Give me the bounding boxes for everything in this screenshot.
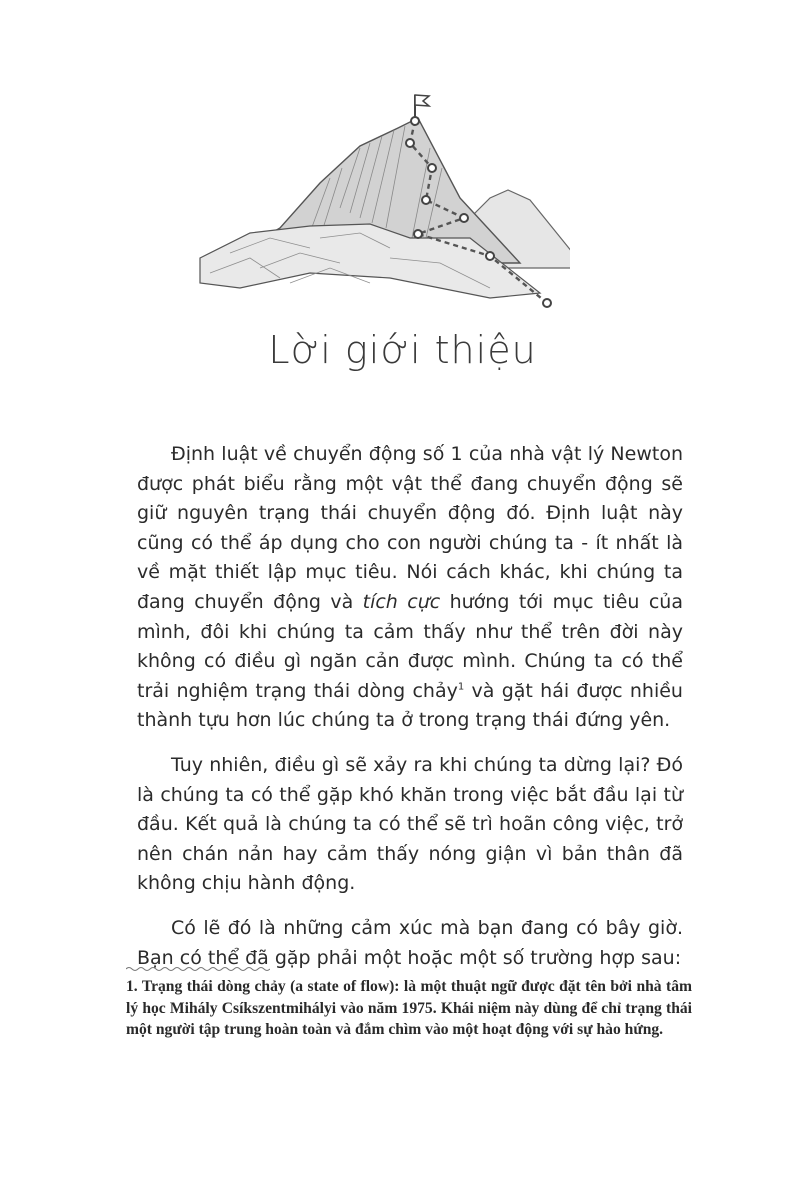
paragraph-3: Có lẽ đó là những cảm xúc mà bạn đang có bây giờ. Bạn có thể đã gặp phải một hoặc một số trường hợp sau: — [137, 916, 683, 969]
paragraph-1-italic: tích cực — [362, 590, 441, 613]
paragraph-2: Tuy nhiên, điều gì sẽ xảy ra khi chúng ta dừng lại? Đó là chúng ta có thể gặp khó khăn trong việc bắt đầu lại từ đầu. Kết quả là chúng ta có thể sẽ trì hoãn công việc, trở nên chán nản hay cảm thấy nóng giận vì bản thân đã không chịu hành động. — [137, 753, 683, 895]
paragraph-1-text-cont: hướng tới mục tiêu của mình, đôi khi chúng ta cảm thấy như thể trên đời này không có điều gì ngăn cản được mình. Chúng ta có thể trải nghiệm trạng thái dòng chảy — [137, 590, 683, 702]
body-text — [137, 440, 683, 988]
chapter-title: Lời giới thiệu — [268, 328, 537, 372]
paragraph-1 — [137, 440, 683, 736]
paragraph-1-text: Định luật về chuyển động số 1 của nhà vật lý Newton được phát biểu rằng một vật thể đang chuyển động sẽ giữ nguyên trạng thái chuyển động đó. Định luật này cũng có thể áp dụng cho con người chúng ta - ít nhất là về mặt thiết lập mục tiêu. Nói cách khác, khi chúng ta đang chuyển động và — [137, 443, 683, 613]
footnote-divider — [126, 966, 270, 972]
footnote: 1. Trạng thái dòng chảy (a state of flow): là một thuật ngữ được đặt tên bởi nhà tâm lý học Mihály Csíkszentmihályi vào năm 1975. Khái niệm này dùng để chỉ trạng thái một người tập trung hoàn toàn và đắm chìm vào một hoạt động với sự hào hứng. — [126, 978, 692, 1039]
paragraph-1-text-end: và gặt hái được nhiều thành tựu hơn lúc chúng ta ở trong trạng thái đứng yên. — [137, 679, 683, 732]
footnote-reference[interactable]: 1 — [457, 681, 465, 693]
mountain-flag-path-icon — [190, 88, 570, 318]
